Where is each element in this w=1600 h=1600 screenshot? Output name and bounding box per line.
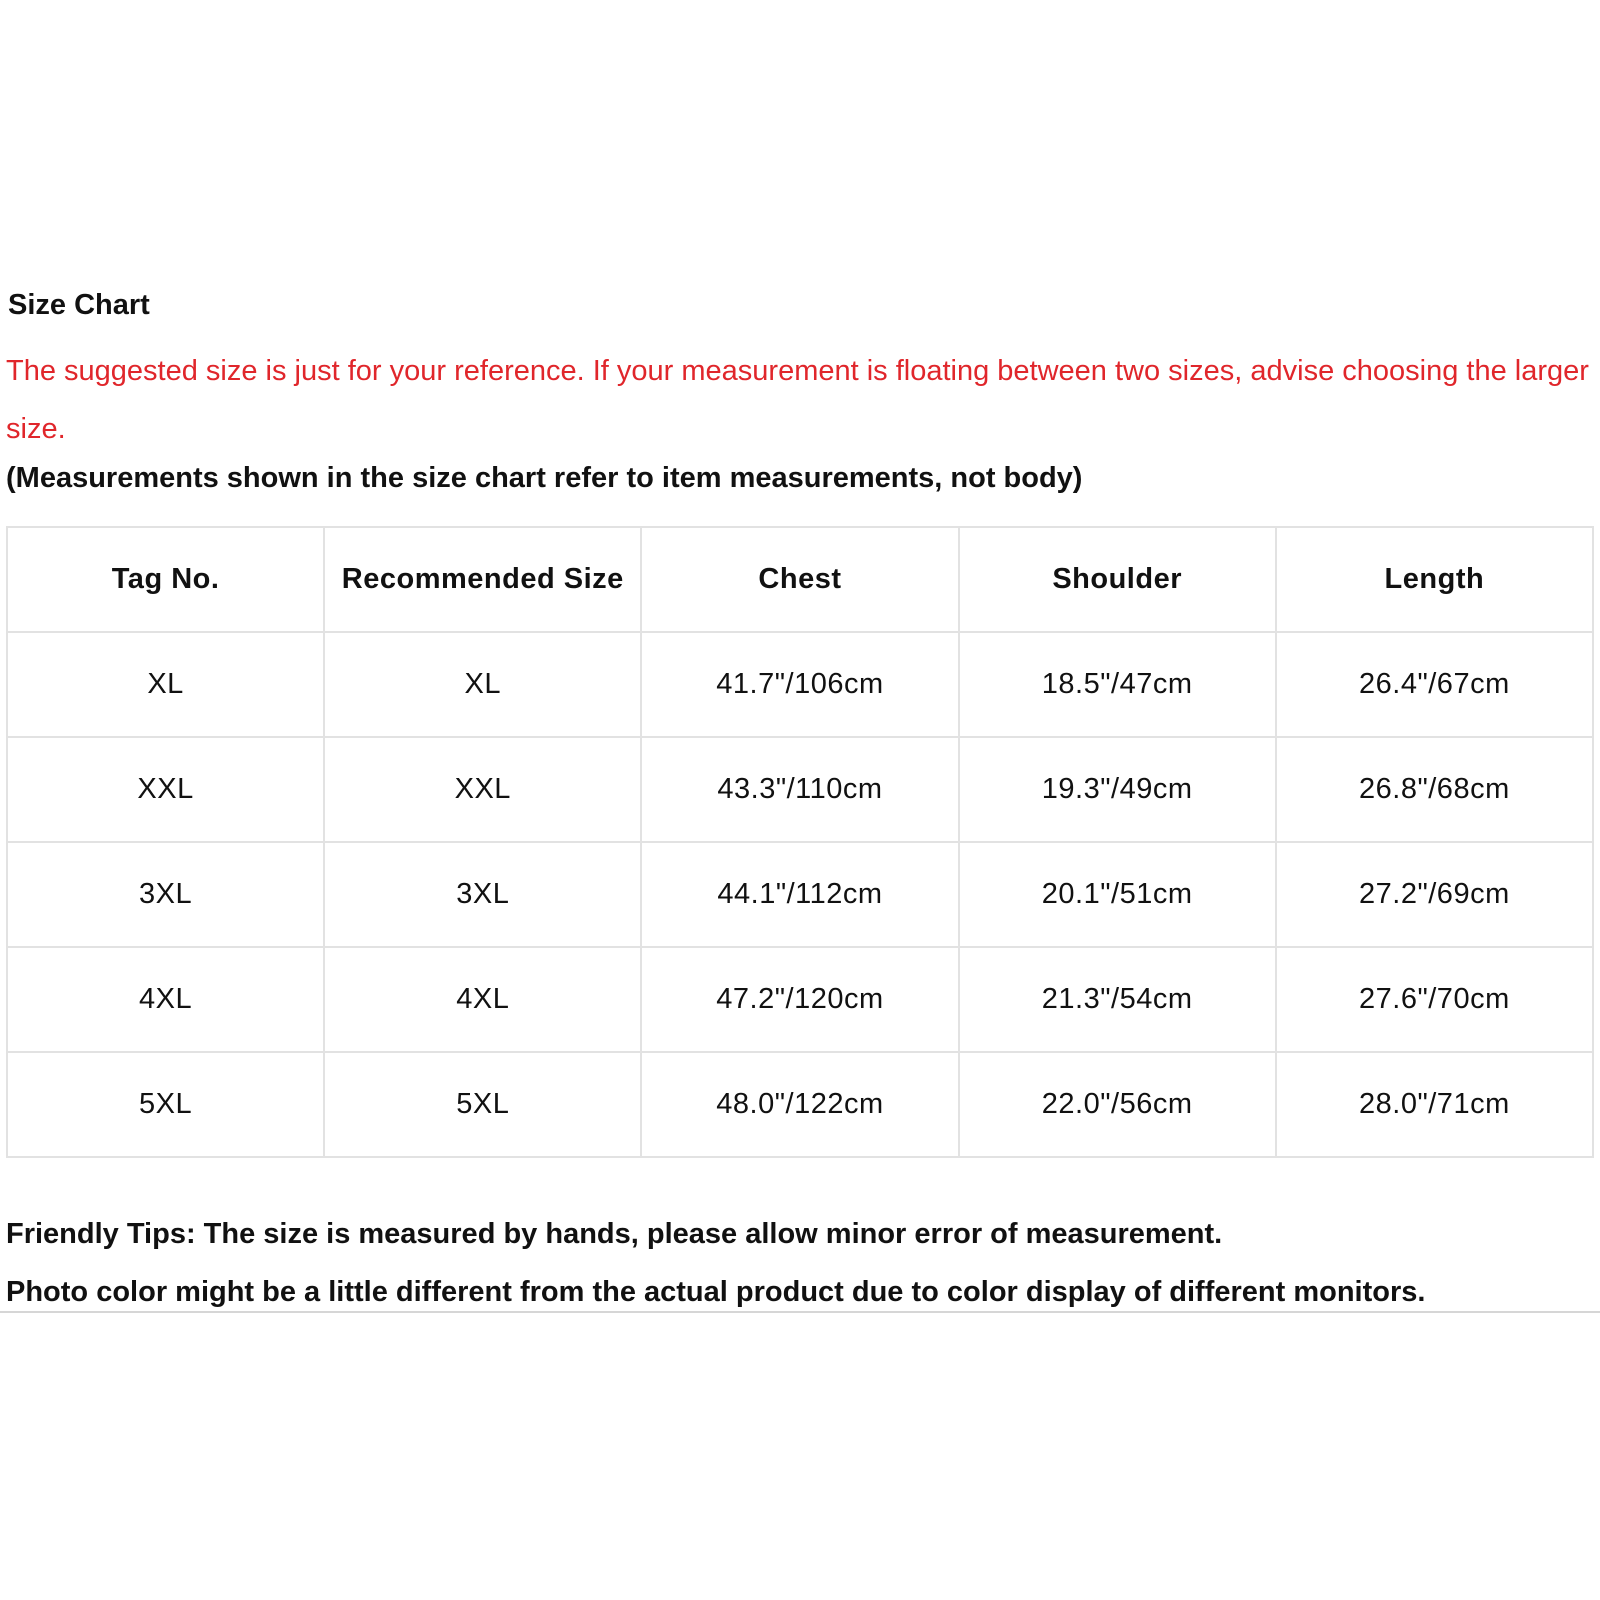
bottom-divider [0,1311,1600,1313]
table-row [7,737,1593,842]
cell-recommended-size: 3XL [324,842,641,947]
header-shoulder: Shoulder [959,527,1276,632]
cell-shoulder: 20.1"/51cm [959,842,1276,947]
cell-chest: 48.0"/122cm [641,1052,958,1157]
page-title: Size Chart [8,289,150,321]
tip-photo-color: Photo color might be a little different from the actual product due to color display of different monitors. [6,1276,1426,1308]
table-row [7,842,1593,947]
tip-measurement: Friendly Tips: The size is measured by hands, please allow minor error of measurement. [6,1218,1223,1250]
cell-length: 27.6"/70cm [1276,947,1593,1052]
cell-shoulder: 21.3"/54cm [959,947,1276,1052]
cell-tag-no: 3XL [7,842,324,947]
cell-tag-no: 4XL [7,947,324,1052]
friendly-tips [6,1205,1425,1321]
cell-length: 27.2"/69cm [1276,842,1593,947]
cell-chest: 47.2"/120cm [641,947,958,1052]
cell-recommended-size: XXL [324,737,641,842]
cell-shoulder: 18.5"/47cm [959,632,1276,737]
table-row [7,632,1593,737]
cell-tag-no: 5XL [7,1052,324,1157]
cell-shoulder: 19.3"/49cm [959,737,1276,842]
measurement-note: (Measurements shown in the size chart refer to item measurements, not body) [6,462,1083,494]
header-length: Length [1276,527,1593,632]
table-row [7,947,1593,1052]
size-notice: The suggested size is just for your reference. If your measurement is floating between two sizes, advise choosing the larger size. [6,355,1589,445]
cell-recommended-size: 4XL [324,947,641,1052]
cell-length: 26.4"/67cm [1276,632,1593,737]
header-chest: Chest [641,527,958,632]
size-table [6,526,1594,1158]
cell-length: 28.0"/71cm [1276,1052,1593,1157]
cell-length: 26.8"/68cm [1276,737,1593,842]
header-recommended-size: Recommended Size [324,527,641,632]
cell-chest: 43.3"/110cm [641,737,958,842]
cell-tag-no: XXL [7,737,324,842]
table-header-row [7,527,1593,632]
cell-chest: 44.1"/112cm [641,842,958,947]
cell-recommended-size: 5XL [324,1052,641,1157]
cell-chest: 41.7"/106cm [641,632,958,737]
cell-recommended-size: XL [324,632,641,737]
cell-tag-no: XL [7,632,324,737]
table-row [7,1052,1593,1157]
cell-shoulder: 22.0"/56cm [959,1052,1276,1157]
header-tag-no: Tag No. [7,527,324,632]
